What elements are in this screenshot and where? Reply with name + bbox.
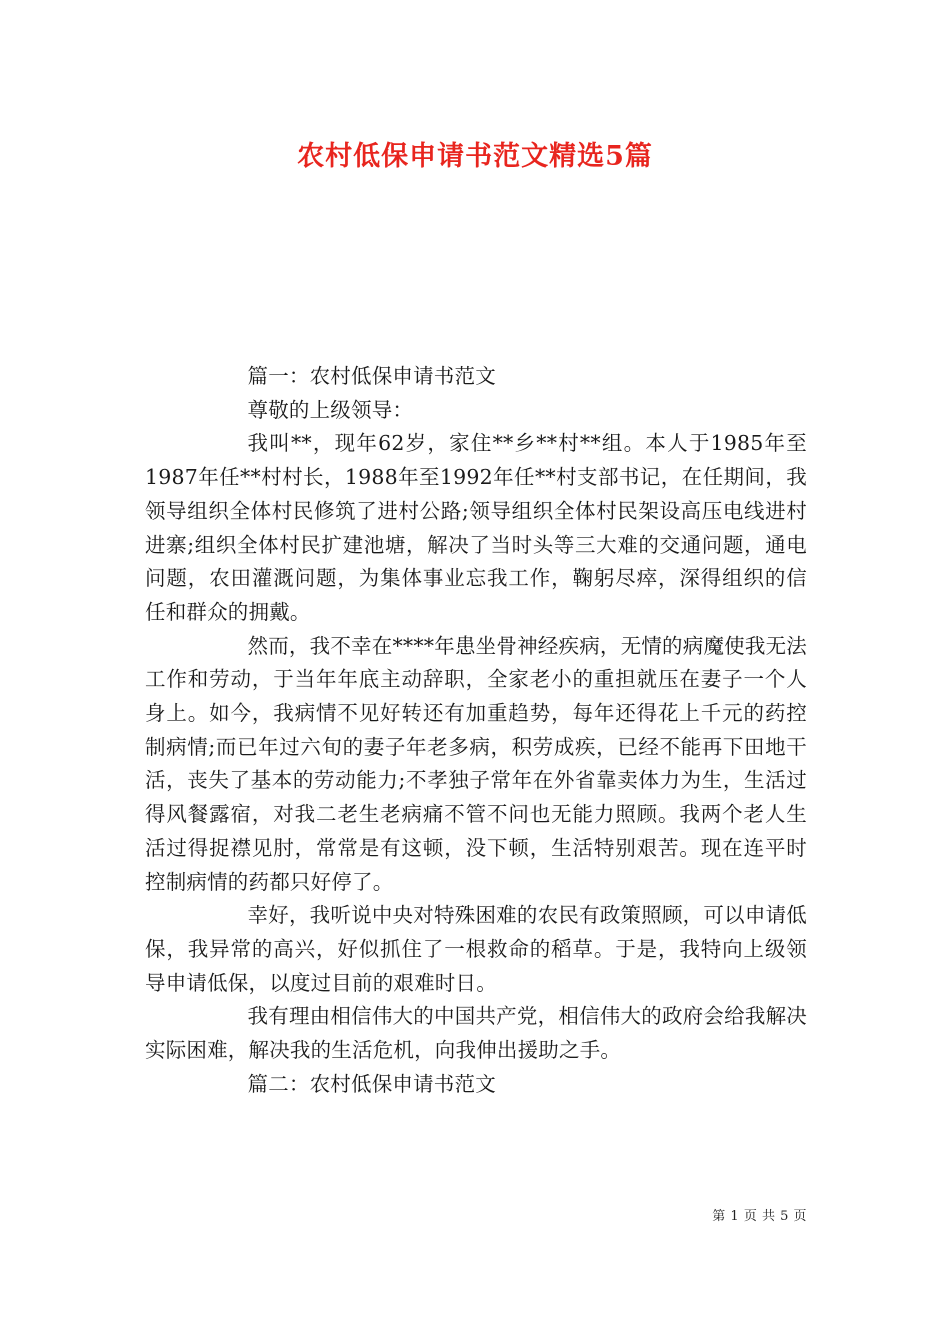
paragraph-1: 我叫**，现年62岁，家住**乡**村**组。本人于1985年至1987年任**村村长，1988年至1992年任**村支部书记，在任期间，我领导组织全体村民修筑了进村公路;领导组织全体村民架设高压电线进村进寨;组织全体村民扩建池塘，解决了当时头等三大难的交通问题，通电问题，农田灌溉问题，为集体事业忘我工作，鞠躬尽瘁，深得组织的信任和群众的拥戴。 <box>145 431 807 624</box>
document-title: 农村低保申请书范文精选5篇 <box>297 141 653 172</box>
paragraph-4: 我有理由相信伟大的中国共产党，相信伟大的政府会给我解决实际困难，解决我的生活危机，向我伸出援助之手。 <box>145 1004 807 1063</box>
paragraph-2: 然而，我不幸在****年患坐骨神经疾病，无情的病魔使我无法工作和劳动，于当年年底主动辞职，全家老小的重担就压在妻子一个人身上。如今，我病情不见好转还有加重趋势，每年还得花上千元的药控制病情;而已年过六旬的妻子年老多病，积劳成疾，已经不能再下田地干活，丧失了基本的劳动能力;不孝独子常年在外省靠卖体力为生，生活过得风餐露宿，对我二老生老病痛不管不问也无能力照顾。我两个老人生活过得捉襟见肘，常常是有这顿，没下顿，生活特别艰苦。现在连平时控制病情的药都只好停了。 <box>145 633 807 894</box>
document-body <box>145 360 807 1101</box>
page-number: 第 1 页 共 5 页 <box>712 1209 807 1224</box>
section-heading-1: 篇一：农村低保申请书范文 <box>247 364 496 388</box>
paragraph-3: 幸好，我听说中央对特殊困难的农民有政策照顾，可以申请低保，我异常的高兴，好似抓住了一根救命的稻草。于是，我特向上级领导申请低保，以度过目前的艰难时日。 <box>145 903 807 995</box>
section-heading-2: 篇二：农村低保申请书范文 <box>247 1071 496 1096</box>
salutation: 尊敬的上级领导： <box>247 397 414 422</box>
